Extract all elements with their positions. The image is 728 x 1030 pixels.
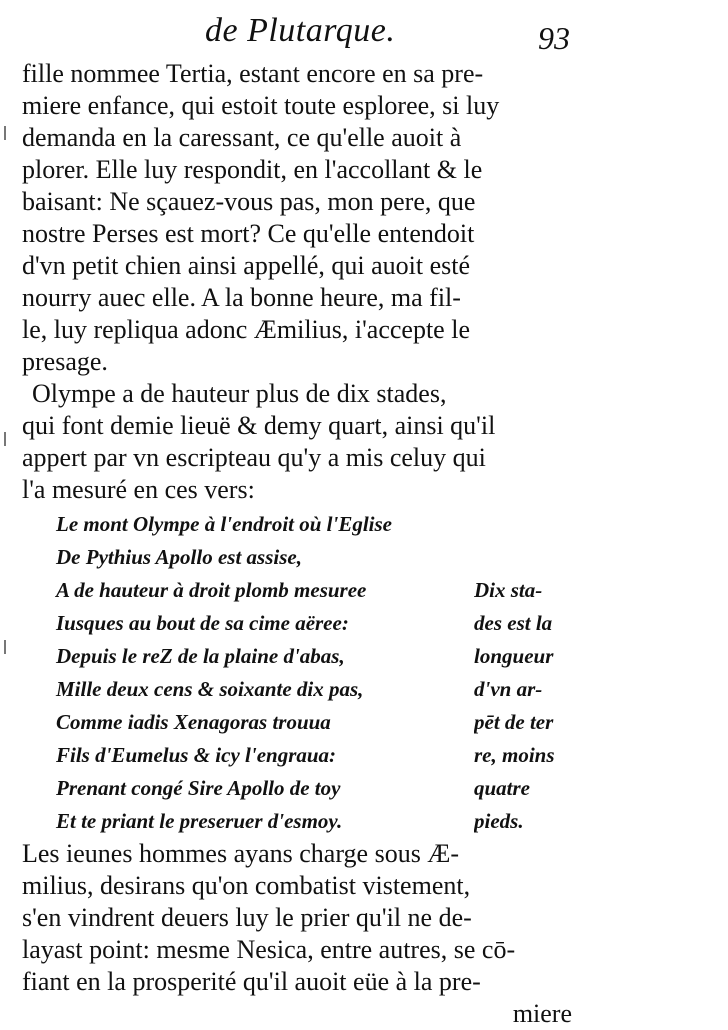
verse-row [22, 805, 602, 838]
margin-mark [4, 432, 12, 446]
page-number: 93 [538, 20, 570, 56]
margin-note: des est la [474, 611, 553, 635]
verse-row [22, 772, 602, 805]
running-title: de Plutarque. [205, 12, 396, 49]
text-line: appert par vn escripteau qu'y a mis celuy qui [22, 443, 486, 472]
page-header [0, 10, 728, 54]
text-line: layast point: mesme Nesica, entre autres, se cō- [22, 935, 516, 964]
text-line: fille nommee Tertia, estant encore en sa pre- [22, 59, 484, 88]
margin-note: pēt de ter [474, 710, 554, 734]
text-line: fiant en la prosperité qu'il auoit eüe à la pre- [22, 967, 481, 996]
text-line: qui font demie lieuë & demy quart, ainsi qu'il [22, 411, 496, 440]
text-line: d'vn petit chien ainsi appellé, qui auoit esté [22, 251, 471, 280]
margin-mark [4, 640, 12, 654]
verse-row [22, 706, 602, 739]
margin-note: pieds. [474, 809, 524, 833]
verse-line: A de hauteur à droit plomb mesuree [56, 578, 367, 602]
verse-line: Iusques au bout de sa cime aëree: [56, 611, 349, 635]
margin-note: quatre [474, 776, 531, 800]
verse-row [22, 739, 602, 772]
text-line: milius, desirans qu'on combatist vistement, [22, 871, 471, 900]
verse-line: Mille deux cens & soixante dix pas, [56, 677, 364, 701]
verse-row [22, 673, 602, 706]
text-line: baisant: Ne sçauez-vous pas, mon pere, que [22, 187, 476, 216]
text-line: le, luy repliqua adonc Æmilius, i'accepte le [22, 315, 470, 344]
text-line: miere enfance, qui estoit toute esploree, si luy [22, 91, 500, 120]
text-line: plorer. Elle luy respondit, en l'accollant & le [22, 155, 483, 184]
verse-line: Fils d'Eumelus & icy l'engraua: [56, 743, 337, 767]
text-line: nostre Perses est mort? Ce qu'elle entendoit [22, 219, 475, 248]
text-line: l'a mesuré en ces vers: [22, 475, 255, 504]
verse-row [22, 607, 602, 640]
verse-line: Et te priant le preseruer d'esmoy. [56, 809, 343, 833]
margin-note [474, 541, 582, 574]
margin-note [474, 508, 582, 541]
margin-note: longueur [474, 644, 554, 668]
verse-line: De Pythius Apollo est assise, [56, 545, 302, 569]
text-line: nourry auec elle. A la bonne heure, ma fil- [22, 283, 461, 312]
margin-note: re, moins [474, 743, 555, 767]
text-line: presage. [22, 347, 108, 376]
verse-line: Comme iadis Xenagoras trouua [56, 710, 331, 734]
verse-line: Depuis le reZ de la plaine d'abas, [56, 644, 345, 668]
paragraph-1 [22, 58, 582, 378]
margin-note: d'vn ar- [474, 677, 543, 701]
text-line: demanda en la caressant, ce qu'elle auoit à [22, 123, 462, 152]
text-line: Olympe a de hauteur plus de dix stades, [32, 379, 447, 408]
text-line: Les ieunes hommes ayans charge sous Æ- [22, 839, 460, 868]
paragraph-2 [22, 378, 582, 506]
verse-row [22, 640, 602, 673]
catchword: miere [512, 999, 572, 1028]
text-line: s'en vindrent deuers luy le prier qu'il ne de- [22, 903, 472, 932]
verse-inscription [22, 508, 602, 838]
verse-row [22, 574, 602, 607]
margin-mark [4, 126, 12, 140]
margin-note: Dix sta- [474, 578, 543, 602]
verse-line: Prenant congé Sire Apollo de toy [56, 776, 341, 800]
verse-row [22, 541, 602, 574]
paragraph-3 [22, 838, 582, 1030]
verse-row [22, 508, 602, 541]
verse-line: Le mont Olympe à l'endroit où l'Eglise [56, 512, 392, 536]
